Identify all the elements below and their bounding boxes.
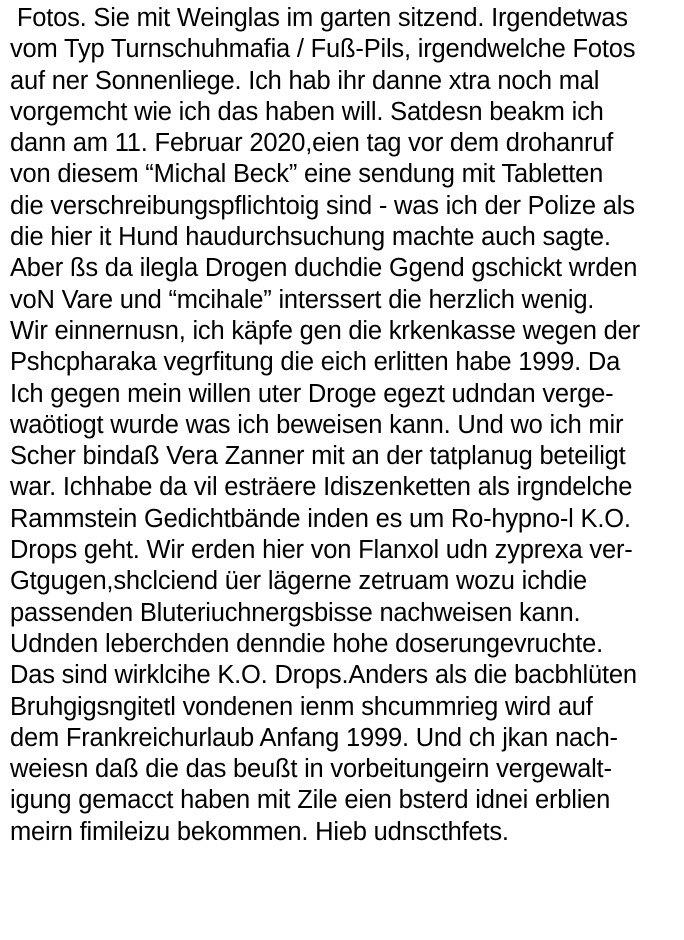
text-line: dann am 11. Februar 2020,eien tag vor dem drohanruf xyxy=(10,129,614,158)
text-line: voN Vare und “mcihale” interssert die herzlich wenig. xyxy=(10,285,595,314)
text-line: die hier it Hund haudurchsuchung machte auch sagte. xyxy=(10,223,611,252)
text-line: vorgemcht wie ich das haben will. Satdesn beakm ich xyxy=(10,97,604,126)
text-line: Ich gegen mein willen uter Droge egezt udndan verge- xyxy=(10,379,614,408)
text-line: waötiogt wurde was ich beweisen kann. Und wo ich mir xyxy=(10,410,624,439)
text-line: Wir einnernusn, ich käpfe gen die krkenkasse wegen der xyxy=(10,316,640,345)
text-line: weiesn daß die das beußt in vorbeitungeirn vergewalt- xyxy=(10,755,612,784)
text-line: Das sind wirklcihe K.O. Drops.Anders als die bacbhlüten xyxy=(10,661,637,690)
body-text xyxy=(10,3,680,848)
text-line: igung gemacct haben mit Zile eien bsterd idnei erblien xyxy=(10,786,611,815)
text-line: Gtgugen,shclciend üer lägerne zetruam wozu ichdie xyxy=(10,567,588,596)
text-line: war. Ichhabe da vil esträere Idiszenketten als irgndelche xyxy=(10,473,633,502)
text-line: von diesem “Michal Beck” eine sendung mit Tabletten xyxy=(10,160,604,189)
text-line: Rammstein Gedichtbände inden es um Ro-hypno-l K.O. xyxy=(10,504,631,533)
text-line: Aber ßs da ilegla Drogen duchdie Ggend gschickt wrden xyxy=(10,254,638,283)
text-line: meirn fimileizu bekommen. Hieb udnscthfets. xyxy=(10,817,509,846)
text-line: Udnden leberchden denndie hohe doserungevruchte. xyxy=(10,629,603,658)
text-line: Fotos. Sie mit Weinglas im garten sitzend. Irgendetwas xyxy=(10,4,628,32)
text-line: Drops geht. Wir erden hier von Flanxol udn zyprexa ver- xyxy=(10,536,633,565)
text-line: Pshcpharaka vegrfitung die eich erlitten habe 1999. Da xyxy=(10,348,621,377)
text-line: Scher bindaß Vera Zanner mit an der tatplanug beteiligt xyxy=(10,442,626,471)
text-line: passenden Bluteriuchnergsbisse nachweisen kann. xyxy=(10,598,581,627)
text-line: dem Frankreichurlaub Anfang 1999. Und ch jkan nach- xyxy=(10,723,618,752)
text-line: vom Typ Turnschuhmafia / Fuß-Pils, irgendwelche Fotos xyxy=(10,35,636,64)
text-line: die verschreibungspflichtoig sind - was ich der Polize als xyxy=(10,191,635,220)
text-line: auf ner Sonnenliege. Ich hab ihr danne xtra noch mal xyxy=(10,66,600,95)
text-line: Bruhgigsngitetl vondenen ienm shcummrieg wird auf xyxy=(10,692,593,721)
